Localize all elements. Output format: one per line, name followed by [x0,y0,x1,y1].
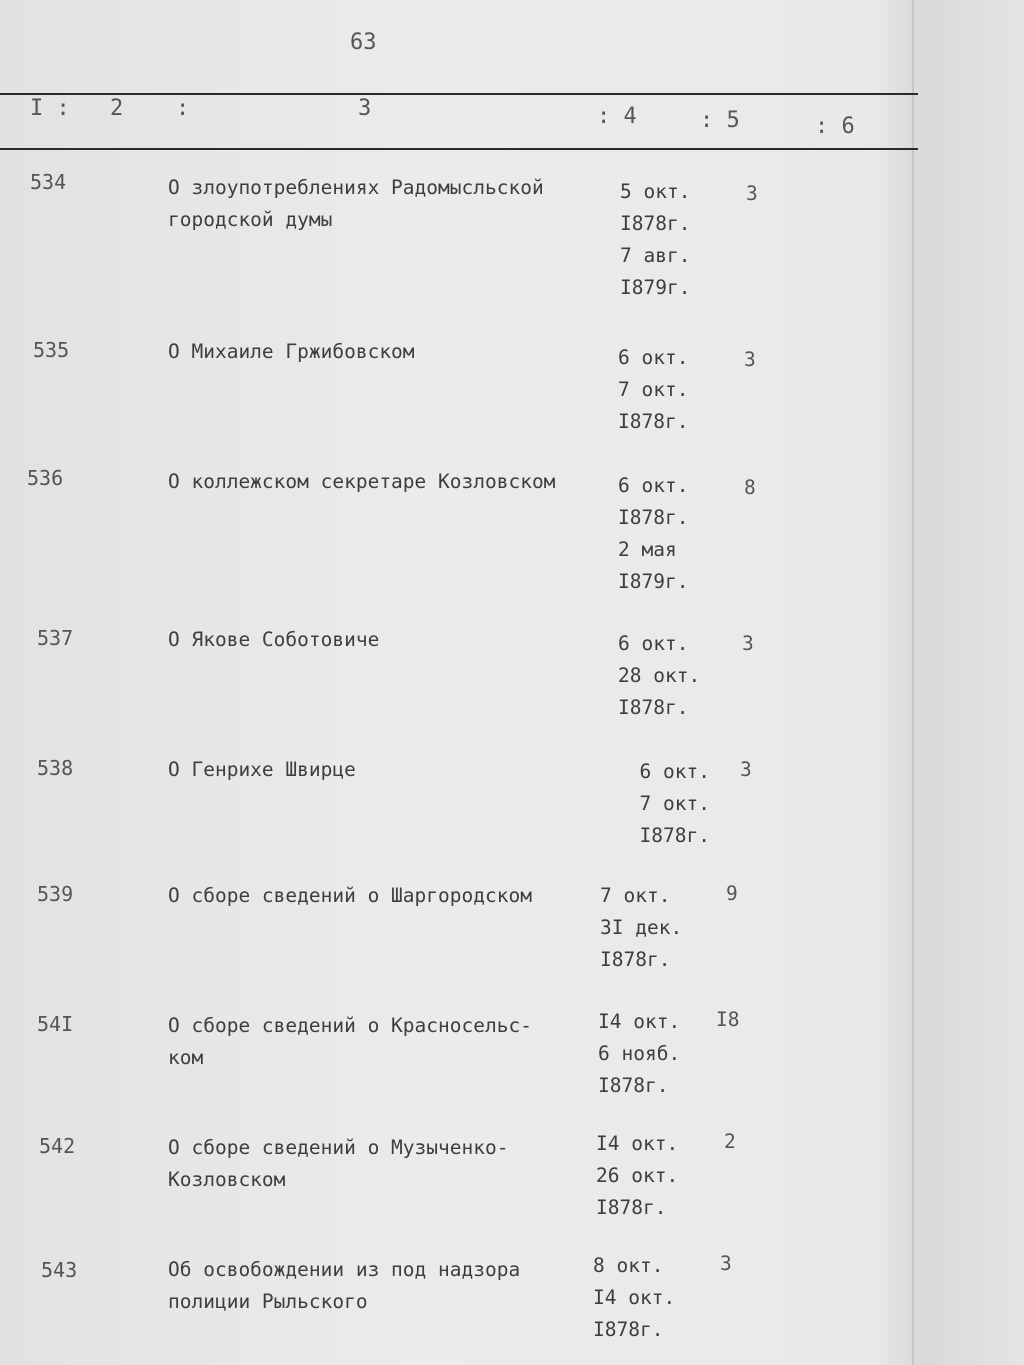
entry-sheet-count: 9 [726,882,738,905]
column-header-3: 3 [358,96,372,121]
column-header-2: 2 [110,96,124,121]
entry-dates: 6 окт. 7 окт. I878г. [618,346,689,433]
entry-dates: 8 окт. I4 окт. I878г. [593,1254,676,1341]
entry-dates: I4 окт. 26 окт. I878г. [596,1132,679,1219]
entry-sheet-count: 3 [740,758,752,781]
entry-number: 537 [37,626,74,650]
entry-number: 54I [37,1012,74,1036]
entry-title: Об освобождении из под надзора полиции Рыльского [168,1258,521,1313]
entry-dates: I4 окт. 6 нояб. I878г. [598,1010,681,1097]
entry-title: О Якове Соботовиче [168,628,380,651]
entry-title: О коллежском секретаре Козловском [168,470,556,493]
entry-sheet-count: 2 [724,1130,736,1153]
entry-dates: 5 окт. I878г. 7 авг. I879г. [620,180,691,299]
column-header-6: : 6 [815,114,855,139]
entry-sheet-count: 8 [744,476,756,499]
page-number: 63 [350,30,377,55]
entry-title: О Генрихе Швирце [168,758,356,781]
entry-sheet-count: 3 [742,632,754,655]
entry-title: О сборе сведений о Красносельс- ком [168,1014,532,1069]
column-header-sep: : [176,96,190,121]
header-bottom-rule [0,148,918,150]
entry-title: О Михаиле Гржибовском [168,340,415,363]
entry-title: О сборе сведений о Шаргородском [168,884,532,907]
entry-sheet-count: 3 [746,182,758,205]
page-fold [912,0,914,1365]
entry-sheet-count: 3 [720,1252,732,1275]
entry-title: О злоупотреблениях Радомысльской городской думы [168,176,544,231]
entry-number: 543 [41,1258,78,1282]
entry-dates: 6 окт. 28 окт. I878г. [618,632,701,719]
entry-dates: 6 окт. I878г. 2 мая I879г. [618,474,689,593]
entry-title: О сборе сведений о Музыченко- Козловском [168,1136,509,1191]
entry-sheet-count: 3 [744,348,756,371]
entry-number: 538 [37,756,74,780]
entry-number: 542 [39,1134,76,1158]
entry-dates: 6 окт. 7 окт. I878г. [639,760,710,847]
entry-dates: 7 окт. 3I дек. I878г. [600,884,683,971]
entry-number: 534 [30,170,67,194]
header-top-rule [0,93,918,95]
column-header-1: I : [30,96,70,121]
entry-number: 535 [33,338,70,362]
entry-number: 539 [37,882,74,906]
column-header-4: : 4 [597,104,637,129]
column-header-5: : 5 [700,108,740,133]
entry-sheet-count: I8 [716,1008,740,1031]
entry-number: 536 [27,466,64,490]
